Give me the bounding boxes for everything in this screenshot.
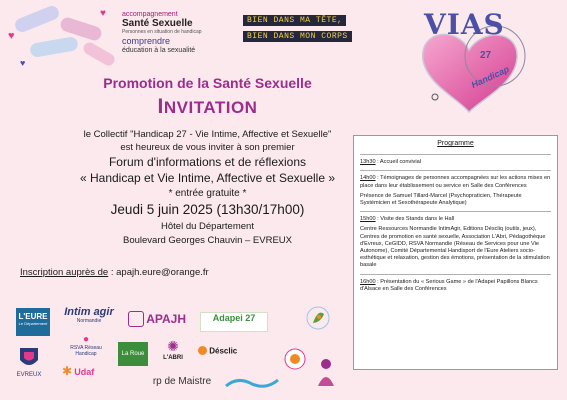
programme-item: 13h30 : Accueil convivial: [360, 159, 421, 166]
event-address: Boulevard Georges Chauvin – EVREUX: [123, 235, 292, 246]
vias-logo-title: VIAS: [424, 8, 505, 41]
logo-descliq: Désclic: [198, 346, 250, 366]
registration-contact: [20, 267, 209, 278]
logo-eure: L'EURE Le Département: [16, 308, 50, 336]
invitation-initial: I: [157, 95, 164, 118]
programme-item: 14h00 : Témoignages de personnes accompagnées sur les actions mises en place dans leur établissement ou service en Salle des Conférences: [360, 175, 551, 189]
logo-adapei: Adapei 27: [200, 312, 268, 332]
wave-icon: [224, 376, 280, 390]
logo-figure: [314, 356, 338, 388]
cloud-word: accompagnement: [122, 11, 178, 18]
programme-title: Programme: [437, 140, 474, 147]
registration-email[interactable]: : apajh.eure@orange.fr: [108, 267, 209, 278]
logo-partner-green: [305, 305, 331, 331]
slogan-line: BIEN DANS MON CORPS: [243, 31, 352, 42]
logo-apajh: APAJH: [128, 311, 190, 331]
invitation-heading: [60, 95, 355, 119]
invite-line-heureux: est heureux de vous inviter à son premier: [120, 142, 295, 153]
invitation-rest: NVITATION: [163, 98, 258, 117]
cloud-word: Santé Sexuelle: [122, 18, 193, 29]
logo-abri: ✺ L'ABRI: [163, 338, 183, 361]
vias-logo-number: 27: [480, 50, 492, 61]
vias-logo-subtitle: Handicap: [469, 63, 511, 91]
logo-rp-de-maistre: rp de Maistre: [152, 376, 212, 387]
heart-icon: ♥: [100, 8, 106, 19]
programme-item: Centre Ressources Normandie IntimAgir, Editions Déscliq (outils, jeux), Centres de promotion en santé sexuelle, Association L'Abri, Pédagothèque d'Evreux, CeGIDD, RSVA Normandie (Réseau de Services pour une Vie Autonome), Comité Départemental Handisport de l'Eure Ateliers socio-esthétique et relaxation, gestion des émotions, présentation de la stimulation basale: [360, 226, 550, 269]
logo-wave: [224, 376, 280, 390]
logo-circle-badge: [284, 348, 306, 370]
cloud-word: éducation à la sexualité: [122, 47, 196, 54]
slogan-line: BIEN DANS MA TÊTE,: [243, 15, 346, 26]
programme-item: 15h00 : Visite des Stands dans le Hall: [360, 216, 455, 223]
programme-item: 16h00 : Présentation du « Serious Game » de l'Adapei Papillons Blancs d'Alsace en Salle des Conférences: [360, 278, 538, 292]
apajh-icon: [128, 311, 144, 327]
logo-udaf: ✱ Udaf: [62, 364, 95, 378]
programme-box: [353, 135, 558, 370]
event-date: Jeudi 5 juin 2025 (13h30/17h00): [110, 202, 305, 217]
heart-icon: ♥: [20, 58, 26, 68]
invite-line-forum: Forum d'informations et de réflexions: [108, 155, 307, 169]
heart-icon: ♥: [8, 30, 15, 42]
invite-line-collectif: le Collectif "Handicap 27 - Vie Intime, Affective et Sexuelle": [83, 129, 332, 140]
pill-decoration: [13, 4, 61, 34]
registration-label: Inscription auprès de: [20, 267, 109, 278]
badge-icon: [284, 348, 306, 370]
invite-line-entree: * entrée gratuite *: [168, 188, 247, 199]
shield-icon: [18, 346, 40, 370]
programme-item: Présence de Samuel Tillard-Marcel (Psychopraticien, Thérapeute Systémicien et Sexothérapeute Analytique): [360, 192, 522, 207]
page-title: Promotion de la Santé Sexuelle: [103, 75, 312, 91]
logo-la-roue: La Roue: [118, 342, 148, 366]
word-cloud: [122, 10, 234, 55]
pill-decoration: [81, 40, 116, 67]
person-icon: [314, 356, 338, 388]
cloud-word: Personnes en situation de handicap: [122, 29, 202, 35]
invite-line-theme: « Handicap et Vie Intime, Affective et Sexuelle »: [79, 171, 336, 185]
logo-evreux: EVREUX: [14, 346, 44, 390]
logo-rsva: ● RSVA Réseau Handicap: [70, 334, 102, 357]
leaf-icon: [305, 305, 331, 331]
logo-intim-agir: Intim agir Normandie: [64, 306, 114, 324]
event-venue: Hôtel du Département: [161, 221, 254, 232]
pill-decoration: [29, 36, 79, 58]
cloud-word: comprendre: [122, 36, 171, 46]
